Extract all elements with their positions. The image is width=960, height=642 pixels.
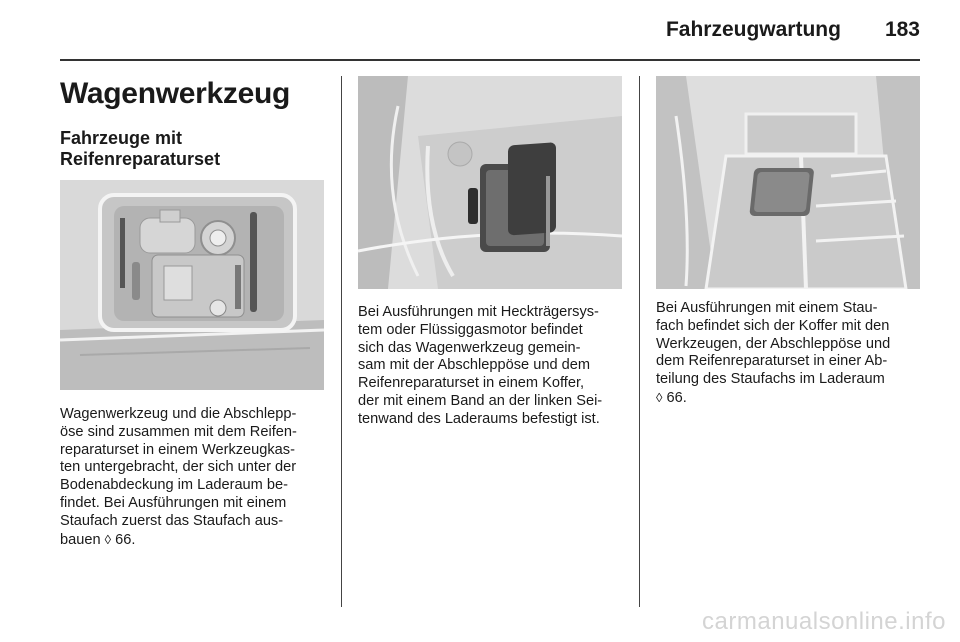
text-line	[656, 389, 924, 408]
page-reference: 66.	[115, 531, 136, 548]
subsection-title	[60, 128, 220, 170]
page-reference: 66.	[666, 389, 687, 406]
chapter-title: Wagenwerkzeug	[60, 77, 291, 110]
text-line: der mit einem Band an der linken Sei-	[358, 392, 603, 409]
storage-compartment-figure	[656, 76, 920, 289]
text-line: ten untergebracht, der sich unter der	[60, 459, 297, 476]
text-line: Wagenwerkzeug und die Abschlepp-	[60, 406, 297, 422]
text-line: dem Reifenreparaturset in einer Ab-	[656, 353, 888, 370]
tool-case-illustration	[358, 76, 622, 289]
page-number: 183	[884, 18, 920, 41]
text-line: Bodenabdeckung im Laderaum be-	[60, 477, 288, 494]
text-fragment: bauen	[60, 531, 101, 548]
tool-kit-figure	[60, 180, 324, 390]
text-line: teilung des Staufachs im Laderaum	[656, 371, 885, 388]
text-line: fach befindet sich der Koffer mit den	[656, 317, 890, 334]
subsection-line: Fahrzeuge mit	[60, 128, 183, 148]
text-line: reparaturset in einem Werkzeugkas-	[60, 441, 295, 458]
text-line: Bei Ausführungen mit Heckträgersys-	[358, 304, 599, 320]
col2-paragraph	[358, 304, 626, 429]
subsection-line: Reifenreparaturset	[60, 149, 221, 169]
text-line: öse sind zusammen mit dem Reifen-	[60, 423, 297, 440]
page-reference-icon: ◊	[656, 389, 663, 405]
column-divider-1	[341, 76, 342, 607]
running-header	[666, 18, 920, 42]
storage-compartment-illustration	[656, 76, 920, 289]
text-line: Bei Ausführungen mit einem Stau-	[656, 300, 878, 316]
col1-paragraph	[60, 406, 328, 549]
text-line: tenwand des Laderaums befestigt ist.	[358, 410, 600, 427]
column-divider-2	[639, 76, 640, 607]
text-line: sich das Wagenwerkzeug gemein-	[358, 339, 581, 356]
watermark: carmanualsonline.info	[702, 608, 946, 635]
section-title: Fahrzeugwartung	[665, 18, 841, 41]
text-line: findet. Bei Ausführungen mit einem	[60, 494, 287, 511]
text-line: Reifenreparaturset in einem Koffer,	[358, 375, 585, 392]
tool-case-figure	[358, 76, 622, 289]
text-line: Werkzeugen, der Abschleppöse und	[656, 335, 891, 352]
text-line	[60, 531, 328, 550]
page-reference-icon: ◊	[104, 531, 112, 547]
text-line: Staufach zuerst das Staufach aus-	[60, 512, 284, 529]
text-line: sam mit der Abschleppöse und dem	[358, 357, 591, 374]
header-divider	[60, 59, 920, 61]
text-line: tem oder Flüssiggasmotor befindet	[358, 321, 583, 338]
tool-kit-illustration	[60, 180, 324, 390]
col3-paragraph	[656, 300, 924, 408]
